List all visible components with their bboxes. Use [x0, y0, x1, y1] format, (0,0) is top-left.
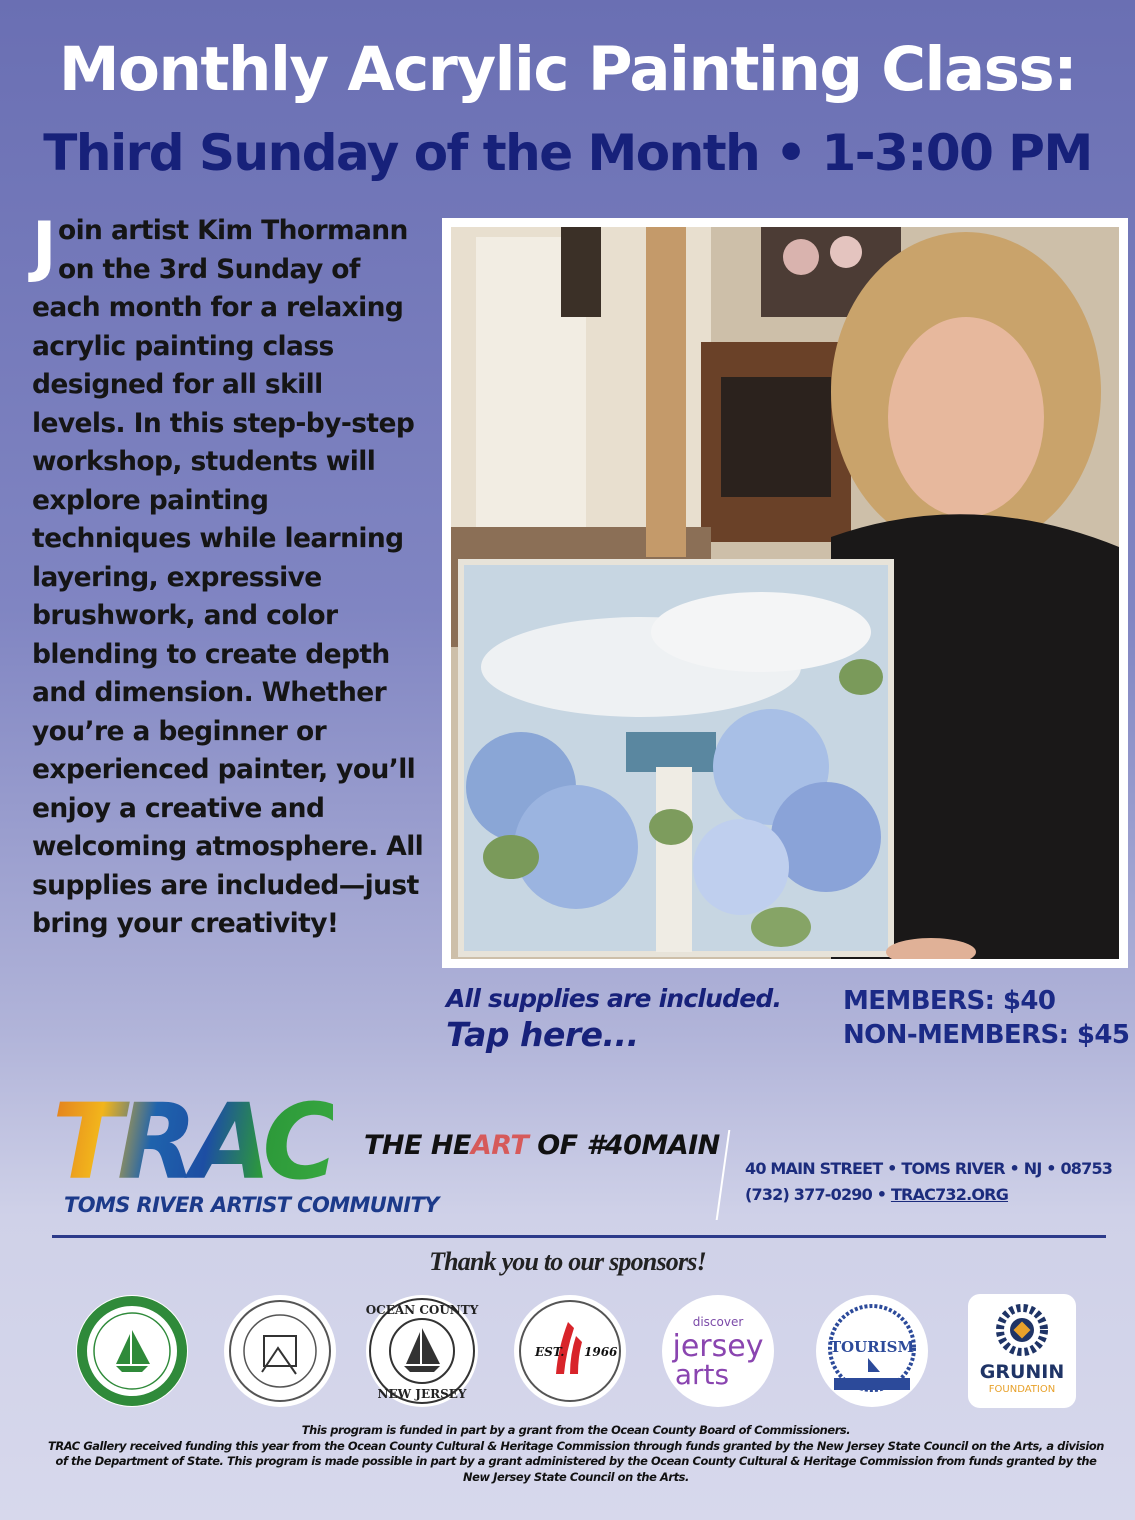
funding-line-1: This program is funded in part by a grant from the Ocean County Board of Commissioners.: [301, 1423, 851, 1437]
ocean-county-parks-logo: [72, 1292, 192, 1410]
pricing: [843, 984, 1133, 1052]
svg-text:EST.: EST.: [535, 1345, 565, 1359]
class-description: [32, 208, 424, 944]
svg-text:NEW JERSEY: NEW JERSEY: [377, 1387, 467, 1401]
trac-logo: [52, 1081, 732, 1222]
grunin-foundation-logo: [962, 1292, 1082, 1410]
funding-line-2: TRAC Gallery received funding this year from the Ocean County Cultural & Heritage Commission through funds granted by the New Jersey State Council on the Arts, a division of the Department of State. This program is made possible in part by a grant administered by the Ocean County Cultural & Heritage Commission from funds granted by the New Jersey State Council on the Arts.: [47, 1438, 1104, 1484]
tap-here-text: Tap here...: [446, 1015, 639, 1054]
ocean-county-tourism-logo: [812, 1292, 932, 1410]
svg-text:arts: arts: [674, 1358, 730, 1391]
artist-photo-frame: [442, 218, 1128, 968]
supplies-tap-here-link[interactable]: [446, 984, 826, 1054]
cultural-heritage-commission-logo: [220, 1292, 340, 1410]
ocean-county-seal-logo: [362, 1292, 482, 1410]
members-price: MEMBERS: $40: [843, 986, 1056, 1016]
contact-info: [745, 1156, 1112, 1208]
nj-state-council-arts-logo: [510, 1292, 630, 1410]
phone: (732) 377-0290 •: [745, 1185, 891, 1204]
svg-text:1966: 1966: [584, 1345, 618, 1359]
page-title: Monthly Acrylic Painting Class:: [58, 34, 1077, 105]
logo-tagline: THE HEART OF #40MAIN: [364, 1130, 720, 1161]
section-divider: [52, 1235, 1106, 1238]
svg-text:FOUNDATION: FOUNDATION: [988, 1384, 1056, 1395]
drop-cap: J: [32, 208, 56, 285]
website-link[interactable]: TRAC732.ORG: [890, 1185, 1009, 1204]
trac-logo-word: TRAC: [52, 1081, 333, 1203]
svg-text:GRUNIN: GRUNIN: [979, 1361, 1065, 1383]
sponsor-logos: [72, 1292, 1082, 1410]
schedule-subtitle: Third Sunday of the Month • 1-3:00 PM: [43, 124, 1092, 182]
discover-jersey-arts-logo: [658, 1292, 778, 1410]
artist-photo: [451, 227, 1119, 959]
address: 40 MAIN STREET • TOMS RIVER • NJ • 08753: [745, 1159, 1113, 1178]
svg-text:jersey: jersey: [672, 1329, 764, 1364]
svg-text:TOURISM: TOURISM: [829, 1338, 915, 1356]
non-members-price: NON-MEMBERS: $45: [843, 1020, 1130, 1050]
phone-website: [745, 1182, 1112, 1208]
funding-credits: [46, 1423, 1106, 1485]
description-text: oin artist Kim Thormann on the 3rd Sunday of each month for a relaxing acrylic painting class designed for all skill levels. In this step-by-step workshop, students will explore painting techniques while learning layering, expressive brushwork, and color blending to create depth and dimension. Whether you’re a beginner or experienced painter, you’ll enjoy a creative and welcoming atmosphere. All supplies are included—just bring your creativity!: [32, 215, 424, 939]
svg-text:discover: discover: [692, 1315, 744, 1329]
sponsors-heading: Thank you to our sponsors!: [429, 1247, 706, 1276]
supplies-included-text: All supplies are included.: [446, 984, 782, 1013]
svg-text:OCEAN COUNTY: OCEAN COUNTY: [365, 1303, 479, 1317]
artist-photo-illustration: [451, 227, 1119, 959]
logo-full-name: TOMS RIVER ARTIST COMMUNITY: [64, 1193, 439, 1217]
